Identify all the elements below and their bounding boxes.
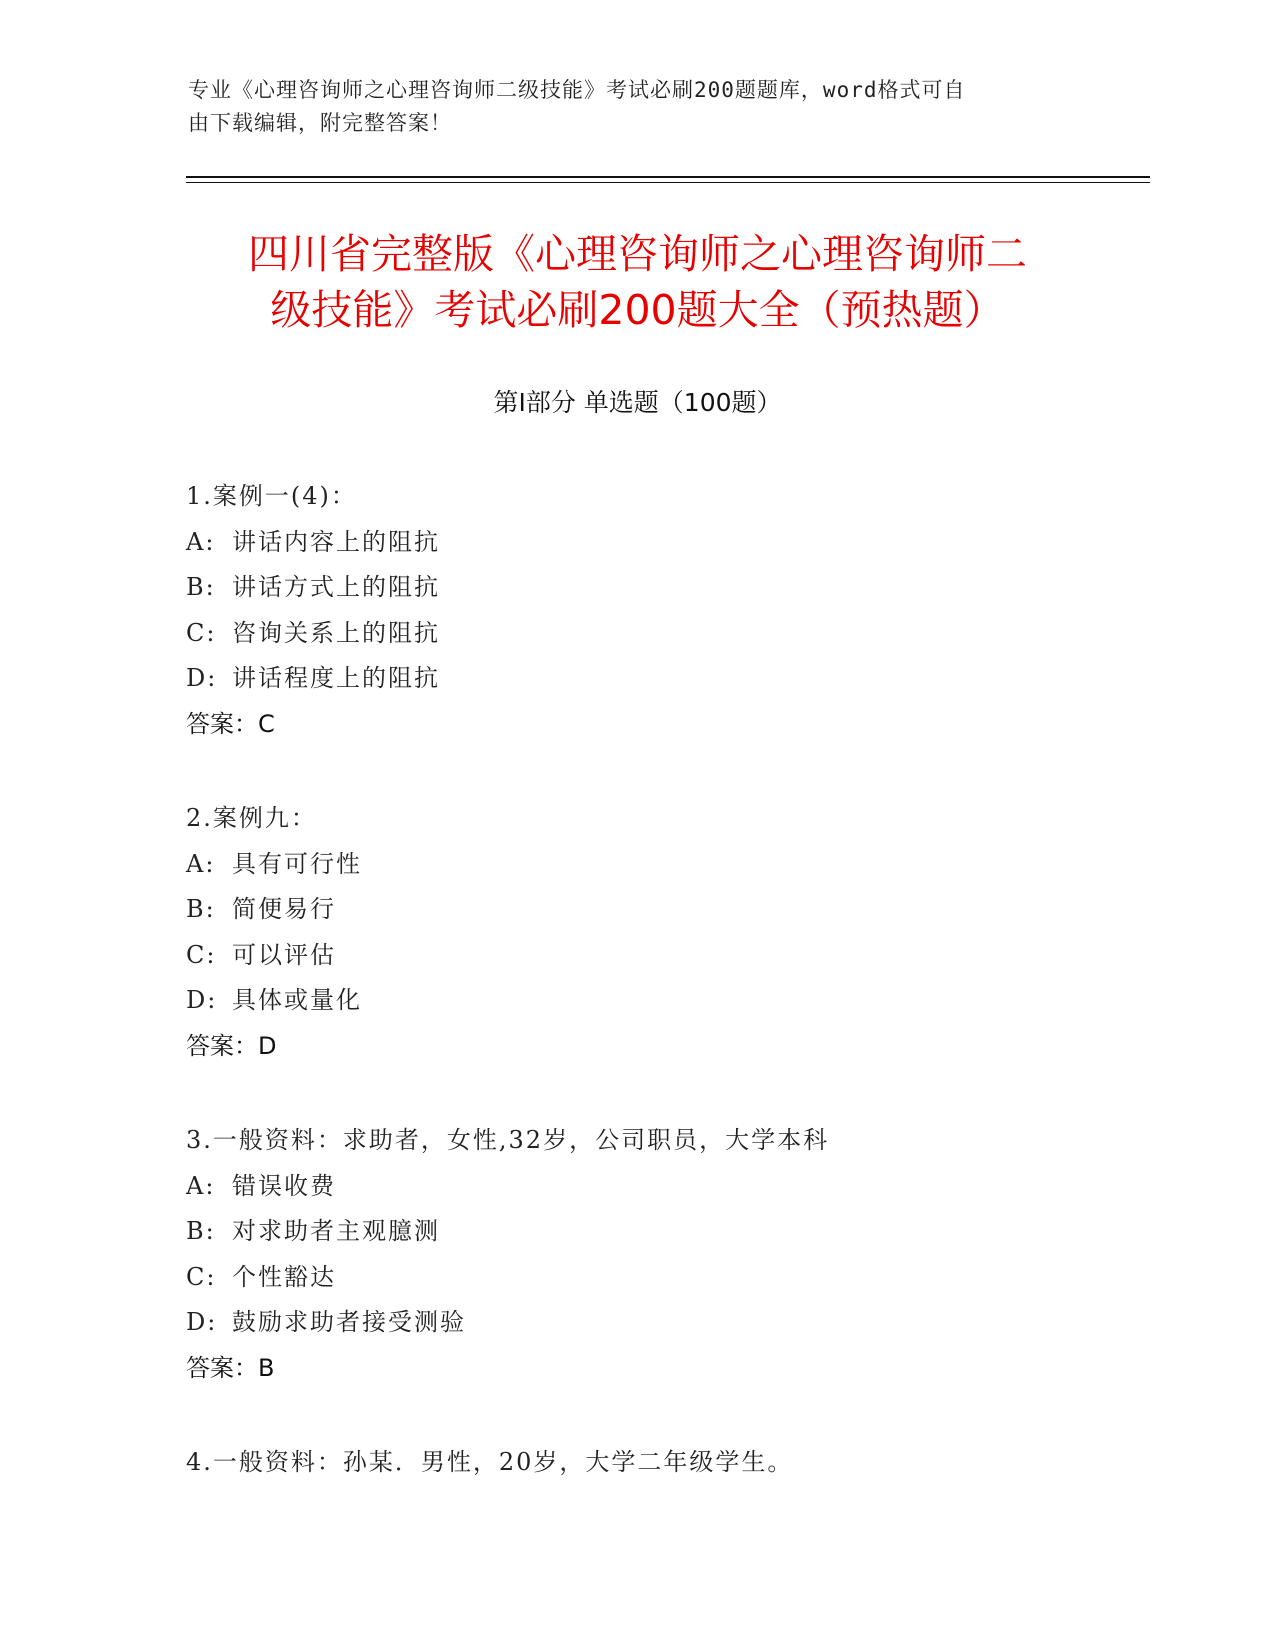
option-text: 讲话程度上的阻抗 — [232, 664, 440, 692]
option-letter: D: — [186, 986, 218, 1014]
option — [186, 565, 1186, 611]
option — [186, 978, 1186, 1024]
question-item — [186, 1440, 1186, 1486]
document-title — [150, 226, 1125, 338]
option-text: 可以评估 — [232, 940, 336, 969]
question-stem: 3.一般资料：求助者，女性,32岁，公司职员，大学本科 — [186, 1126, 830, 1154]
section-heading: 第Ⅰ部分 单选题（100题） — [493, 388, 782, 417]
option-text: 具有可行性 — [232, 849, 362, 878]
question-stem: 4.一般资料：孙某．男性，20岁，大学二年级学生。 — [186, 1448, 794, 1476]
option-text: 鼓励求助者接受测验 — [232, 1308, 466, 1336]
option-letter: A: — [186, 527, 216, 556]
document-title-line: 级技能》考试必刷200题大全（预热题） — [270, 286, 1005, 334]
option-letter: C: — [186, 1262, 217, 1291]
option — [186, 842, 1186, 888]
option-letter: B: — [186, 895, 216, 923]
option-text: 咨询关系上的阻抗 — [232, 618, 440, 647]
option-text: 具体或量化 — [232, 986, 362, 1014]
header-note — [188, 74, 1068, 140]
option-letter: D: — [186, 664, 218, 692]
option-letter: A: — [186, 1171, 216, 1200]
option — [186, 887, 1186, 933]
answer-line: 答案：D — [186, 1031, 277, 1060]
option-text: 错误收费 — [232, 1171, 336, 1200]
document-title-line: 四川省完整版《心理咨询师之心理咨询师二 — [248, 230, 1027, 278]
question-item — [186, 474, 1186, 747]
option-text: 个性豁达 — [232, 1262, 336, 1291]
question-stem: 2.案例九： — [186, 804, 317, 832]
header-divider-thin — [186, 182, 1150, 183]
option-text: 对求助者主观臆测 — [232, 1217, 440, 1245]
question-stem: 1.案例一(4)： — [186, 482, 357, 510]
header-note-line: 专业《心理咨询师之心理咨询师二级技能》考试必刷200题题库，word格式可自 — [188, 78, 966, 102]
option-letter: A: — [186, 849, 216, 878]
answer-line: 答案：C — [186, 709, 275, 738]
option-letter: B: — [186, 1217, 216, 1245]
header-divider — [186, 176, 1150, 178]
option-text: 简便易行 — [232, 895, 336, 923]
option — [186, 933, 1186, 979]
question-item — [186, 796, 1186, 1069]
option-text: 讲话内容上的阻抗 — [232, 527, 440, 556]
question-list — [186, 474, 1186, 1535]
answer-line: 答案：B — [186, 1353, 275, 1382]
option-letter: B: — [186, 573, 216, 601]
header-note-line: 由下载编辑，附完整答案！ — [188, 111, 452, 135]
option — [186, 520, 1186, 566]
option — [186, 1300, 1186, 1346]
option — [186, 1209, 1186, 1255]
option — [186, 656, 1186, 702]
option — [186, 1255, 1186, 1301]
option — [186, 1164, 1186, 1210]
option-letter: C: — [186, 940, 217, 969]
option-letter: D: — [186, 1308, 218, 1336]
option-text: 讲话方式上的阻抗 — [232, 573, 440, 601]
option — [186, 611, 1186, 657]
option-letter: C: — [186, 618, 217, 647]
question-item — [186, 1118, 1186, 1391]
